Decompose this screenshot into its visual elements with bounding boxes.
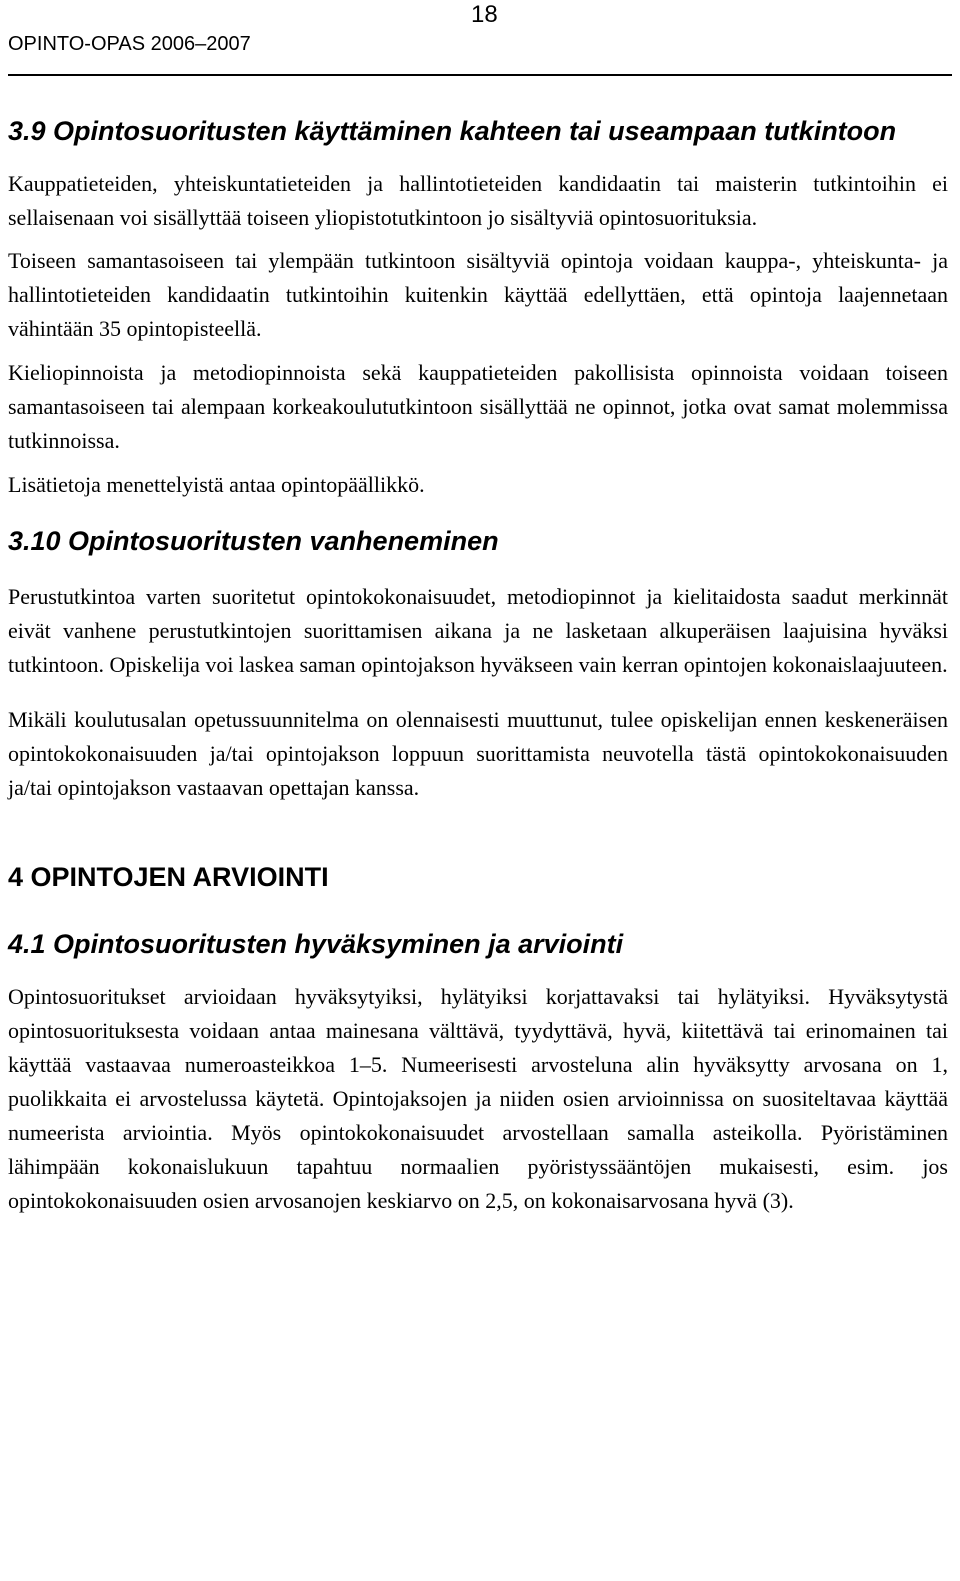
paragraph: Perustutkintoa varten suoritetut opintokokonaisuudet, metodiopinnot ja kielitaidosta saadut merkinnät eivät vanhene perustutkintojen suorittamisen aikana ja ne lasketaan alkuperäisen laajuisina hyväksi tutkintoon. Opiskelija voi laskea saman opintojakson hyväkseen vain kerran opintojen kokonaislaajuuteen.: [8, 584, 948, 677]
chapter-heading-4: 4 OPINTOJEN ARVIOINTI: [8, 862, 329, 892]
section-heading-3-9: 3.9 Opintosuoritusten käyttäminen kahteen tai useampaan tutkintoon: [8, 116, 897, 146]
paragraph: Lisätietoja menettelyistä antaa opintopäällikkö.: [8, 472, 425, 497]
paragraph: Kauppatieteiden, yhteiskuntatieteiden ja hallintotieteiden kandidaatin tai maisterin tutkintoihin ei sellaisenaan voi sisällyttää toiseen yliopistotutkintoon jo sisältyviä opintosuorituksia.: [8, 171, 948, 230]
paragraph: Kieliopinnoista ja metodiopinnoista sekä kauppatieteiden pakollisista opinnoista voidaan toiseen samantasoiseen tai alempaan korkeakoulututkintoon sisällyttää ne opinnot, jotka ovat samat molemmissa tutkinnoissa.: [8, 360, 948, 453]
section-heading-3-10: 3.10 Opintosuoritusten vanheneminen: [8, 526, 499, 556]
page-header: [8, 0, 952, 78]
paragraph: Toiseen samantasoiseen tai ylempään tutkintoon sisältyviä opintoja voidaan kauppa-, yhteiskunta- ja hallintotieteiden kandidaatin tutkintoihin kuitenkin käyttää edellyttäen, että opintoja laajennetaan vähintään 35 opintopisteellä.: [8, 248, 948, 341]
paragraph: Mikäli koulutusalan opetussuunnitelma on olennaisesti muuttunut, tulee opiskelijan ennen keskeneräisen opintokokonaisuuden ja/tai opintojakson loppuun suorittamista neuvotella tästä opintokokonaisuuden ja/tai opintojakson vastaavan opettajan kanssa.: [8, 707, 948, 800]
paragraph: Opintosuoritukset arvioidaan hyväksytyiksi, hylätyiksi korjattavaksi tai hylätyiksi. Hyväksytystä opintosuorituksesta voidaan antaa mainesana välttävä, tyydyttävä, hyvä, kiitettävä tai erinomainen tai käyttää vastaavaa numeroasteikkoa 1–5. Numeerisesti arvosteluna alin hyväksytty arvosana on 1, puolikkaita ei arvostelussa käytetä. Opintojaksojen ja niiden osien arvioinnissa on suositeltavaa käyttää numeerista arviointia. Myös opintokokonaisuudet arvostellaan samalla asteikolla. Pyöristäminen lähimpään kokonaislukuun tapahtuu normaalien pyöristyssääntöjen mukaisesti, esim. jos opintokokonaisuuden osien arvosanojen keskiarvo on 2,5, on kokonaisarvosana hyvä (3).: [8, 984, 948, 1213]
section-heading-4-1: 4.1 Opintosuoritusten hyväksyminen ja arviointi: [8, 929, 624, 959]
page-number: 18: [471, 1, 498, 28]
header-rule: [8, 74, 952, 76]
page-content: [8, 104, 948, 1218]
running-title: OPINTO-OPAS 2006–2007: [8, 33, 251, 55]
